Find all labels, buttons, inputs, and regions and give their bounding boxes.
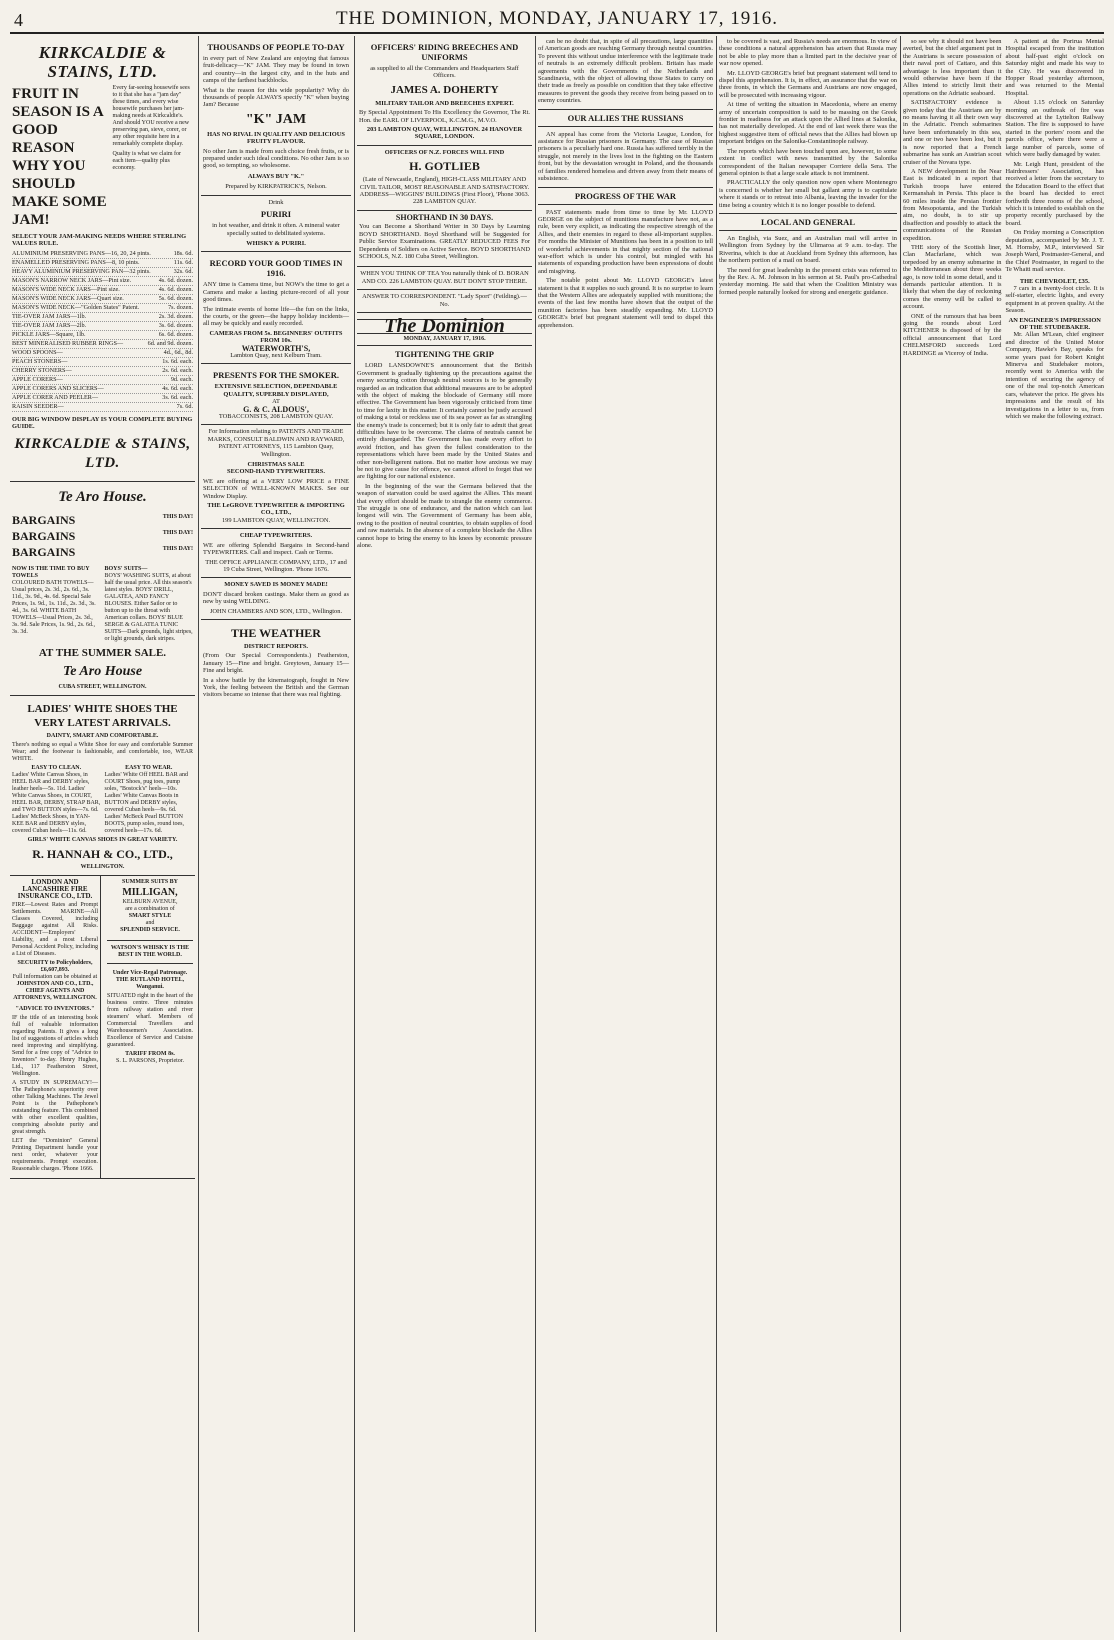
- shoes-right: Ladies' White Off HEEL BAR and COURT Shoes, pug toes, pump soles, "Bostock's" heels—10s. Ladies' White Canvas Boots in BUTTON and DERBY styles, covered Cuban heels—9s. 6d. Ladies' McBeck Pearl BUTTON BOOTS, pump soles, round toes, covered heels—17s. 6d.: [104, 771, 188, 834]
- local-text-2: The need for great leadership in the present crisis was referred to by the Rev. A. M. Johnson in his sermon at St. Paul's pro-Cathedral yesterday morning. He said that when the Coalition Ministry was formed people naturally looked for strong and energetic guidance.: [719, 266, 897, 296]
- price-list-row: [12, 268, 193, 277]
- column-rule: [900, 36, 901, 1632]
- newspaper-title: THE DOMINION, MONDAY, JANUARY 17, 1916.: [335, 8, 779, 29]
- puriri-title: PURIRI: [260, 209, 292, 220]
- price-list-row: [12, 403, 193, 412]
- weather-sub: DISTRICT REPORTS.: [244, 642, 308, 650]
- price-list-item-price: 32s. 6d.: [173, 267, 193, 275]
- security-line: SECURITY to Policyholders, £6,607,893.: [17, 959, 93, 973]
- legrove-name: THE LeGROVE TYPEWRITER & IMPORTING CO., LTD.,: [207, 502, 345, 517]
- this-day-1: THIS DAY!: [162, 513, 193, 520]
- col5-text-mid-3: The reports which have been touched upon are, however, to some extent in conflict with news transmitted by the Salonika correspondent of the Italian newspaper Corriere della Sera. The general opinion is that a large scale attack is not imminent.: [719, 147, 897, 177]
- smoker-heading: PRESENTS FOR THE SMOKER.: [213, 370, 339, 381]
- column-rule: [535, 36, 536, 1632]
- col6-text-mid-3: THE story of the Scottish liner, Clan Macfarlane, which was torpedoed by an enemy submarine in the Mediterranean about three weeks ago, is now told in some detail, and it demands particular attention. It is likely that when the day of reckoning comes the enemy will be called to account.: [903, 243, 1002, 311]
- price-list-item-name: APPLE CORERS AND SLICERS—: [12, 384, 104, 392]
- progress-heading: PROGRESS OF THE WAR: [574, 190, 677, 201]
- shoes-left: Ladies' White Canvas Shoes, in HEEL BAR and DERBY styles, leather heels—5s. 11d. Ladies' White Canvas Shoes, in COURT, HEEL BAR, DERBY, STRAP BAR, and TWO BUTTON styles—7s. 6d. Ladies' McBeck Shoes, in YAN-KEE BAR and DERBY styles, covered Cuban heels—11s. 6d.: [12, 771, 101, 834]
- price-list-item-price: 11s. 6d.: [173, 258, 193, 266]
- shoes-heading: LADIES' WHITE SHOES THE VERY LATEST ARRIVALS.: [27, 702, 178, 729]
- progress-text: PAST statements made from time to time by Mr. LLOYD GEORGE on the subject of munitions manufacture have not, as a rule, been very explicit, as indicating the respective strength of the Allies, and their enemies in regard to these all-important supplies. For months the Minister of Munitions has been in a position to tell of wonderful achievements in that mighty section of the national war-effort which is under his control, but mingled with his statements of expanding production have been expressions of doubt and misgiving.: [538, 208, 713, 275]
- price-list-item-name: TIE-OVER JAM JARS—2lb.: [12, 321, 87, 329]
- price-list-item-price: 7s. dozen.: [168, 303, 193, 311]
- column-6: [903, 36, 1104, 1632]
- price-list-row: [12, 349, 193, 358]
- always-buy: ALWAYS BUY "K.": [247, 172, 305, 180]
- thousands-heading: THOUSANDS OF PEOPLE TO-DAY: [207, 42, 345, 52]
- price-list-item-name: PICKLE JARS—Square, 1lb.: [12, 330, 86, 338]
- inventors-text: IF the title of an interesting book full of valuable information regarding Patents. It gives a long list of suggestions of articles which need improving and simplifying. Send for a free copy of "Advice to Inventors" to-day. Henry Hughes, Ltd., 117 Featherston Street, Wellington.: [12, 1014, 98, 1077]
- waterworth-name: WATERWORTH'S,: [241, 343, 311, 353]
- price-list-item-name: HEAVY ALUMINIUM PRESERVING PAN—32 pints.: [12, 267, 151, 275]
- column-3: [357, 36, 532, 1632]
- price-list-item-name: BEST MINERALISED RUBBER RINGS—: [12, 339, 124, 347]
- col6-right-text-3: Mr. Leigh Hunt, president of the Hairdressers' Association, has received a letter from the secretary to the Education Board to the effect that the board has decided to erect forthwith three rooms of the school, which it is intended to establish on the property recently purchased by the board.: [1005, 160, 1104, 227]
- record-heading: RECORD YOUR GOOD TIMES IN 1916.: [209, 258, 343, 279]
- and-word: and: [145, 919, 155, 926]
- parsons-line: S. L. PARSONS, Proprietor.: [116, 1057, 184, 1064]
- towels-heading: NOW IS THE TIME TO BUY TOWELS: [12, 565, 90, 579]
- price-list-item-price: 4s. 6d. dozen.: [158, 276, 193, 284]
- kelburn-line: KELBURN AVENUE,: [122, 898, 178, 905]
- suits-heading: BOYS' SUITS—: [104, 565, 148, 572]
- chevrolet-heading: THE CHEVROLET, £35.: [1019, 277, 1090, 285]
- reason-text: What is the reason for this wide popularity? Why do thousands of people ALWAYS specify "K" when buying Jam? Because: [203, 86, 349, 109]
- shoes-intro: There's nothing so equal a White Shoe for easy and comfortable Summer Wear; and the footwear is fashionable, and comfortable, too, WEAR WHITE.: [12, 741, 193, 762]
- offering-text: WE are offering at a VERY LOW PRICE a FINE SELECTION of WELL-KNOWN MAKES. See our Window Display.: [203, 477, 349, 500]
- fruit-blurb: Every far-seeing housewife sees to it that she has a "jam day" these times, and every wise housewife purchases her jam-making needs at Kirkcaldie's. And should YOU receive a new preserving pan, sieve, corer, or any other requisite here in a remarkably complete display.: [112, 85, 190, 147]
- cuba-street: CUBA STREET, WELLINGTON.: [58, 683, 147, 690]
- window-note: OUR BIG WINDOW DISPLAY IS YOUR COMPLETE BUYING GUIDE.: [12, 415, 193, 431]
- doherty-name: JAMES A. DOHERTY: [390, 83, 499, 96]
- discard-text: DON'T discard broken castings. Make them as good as new by using WELDING.: [203, 590, 349, 606]
- summer-suits: SUMMER SUITS BY: [121, 878, 178, 885]
- price-list-item-price: 6s. 6d. dozen.: [158, 330, 193, 338]
- price-list-row: [12, 358, 193, 367]
- weather-heading: THE WEATHER: [231, 625, 321, 640]
- summer-sale: AT THE SUMMER SALE.: [38, 646, 167, 659]
- col6-text-mid-2: A NEW development in the Near East is indicated in a report that Turkish troops have entered Kermanshah in Persia. This place is 60 miles inside the Persian frontier from Mesopotamia, and the Turkish aim, no doubt, is to stir up disaffection and possibly to attack the communications of the Russian expedition.: [903, 167, 1002, 242]
- answer-text: ANSWER TO CORRESPONDENT. "Lady Sport" (Feilding).—No.: [362, 293, 527, 308]
- price-list-item-name: MASON'S WIDE NECK JARS—Quart size.: [12, 294, 124, 302]
- kirkcaldie-footer: KIRKCALDIE & STAINS, LTD.: [14, 435, 191, 471]
- column-1: [10, 36, 195, 1632]
- price-list-item-name: ALUMINIUM PRESERVING PANS—16, 20, 24 pints.: [12, 249, 151, 257]
- te-aro-title: Te Aro House.: [58, 488, 147, 505]
- dominion-date: MONDAY, JANUARY 17, 1916.: [357, 336, 532, 346]
- price-list-item-price: 2s. 3d. dozen.: [158, 312, 193, 320]
- cheap-typewriters: CHEAP TYPEWRITERS.: [239, 532, 313, 540]
- price-list-item-name: ENAMELLED PRESERVING PANS—8, 10 pints.: [12, 258, 140, 266]
- chambers-line: JOHN CHAMBERS AND SON, LTD., Wellington.: [209, 607, 343, 615]
- jam-items-list: [12, 250, 193, 412]
- page-number: 4: [14, 10, 23, 30]
- col6-text-top: so see why it should not have been averted, but the chief argument put in the Austrians is secure possession of their naval port of Cattaro, and this advantage is less important than it would otherwise have been if the Allies intend to strictly limit their operations on the Adriatic seaboard.: [903, 38, 1002, 97]
- patents-text: For Information relating to PATENTS AND TRADE MARKS, CONSULT BALDWIN AND RAYWARD, PATENT ATTORNEYS, 115 Lambton Quay, Wellington.: [207, 428, 345, 458]
- price-list-item-price: 3s. 6d. each.: [162, 393, 193, 401]
- price-list-item-price: 4d., 6d., 8d.: [163, 348, 193, 356]
- money-saved: MONEY SAVED IS MONEY MADE!: [224, 581, 328, 589]
- no-other-text: No other Jam is made from such choice fresh fruits, or is prepared under such ideal conditions. No other Jam is so good, so tempting, so wholesome.: [203, 147, 349, 170]
- column-rule: [198, 36, 199, 1632]
- k-jam-title: "K" JAM: [245, 111, 307, 127]
- price-list-row: [12, 394, 193, 403]
- local-text: An English, via Suez, and an Australian mail will arrive in Wellington from Sydney by the Ulimaroa at 9 a.m. to-day. The Riverina, which is due at Auckland from Sydney this afternoon, has the northern portion of a mail on board.: [719, 234, 897, 265]
- price-list-item-price: 2s. 6d. each.: [162, 366, 193, 374]
- officers-heading: OFFICERS' RIDING BREECHES AND UNIFORMS: [370, 42, 519, 62]
- price-list-row: [12, 376, 193, 385]
- tobacconists-line: TOBACCONISTS, 208 LAMBTON QUAY.: [218, 413, 334, 420]
- combination-line: are a combination of: [125, 905, 175, 912]
- col5-text-mid-4: PRACTICALLY the only question now open where Montenegro is concerned is whether her small but gallant army is to capitulate where it stands or to retreat into Albania, leaving the invader for the time being a country which it is no longer possible to defend.: [719, 179, 897, 209]
- office-appliance: THE OFFICE APPLIANCE COMPANY, LTD., 17 and 19 Cuba Street, Wellington. 'Phone 1676.: [205, 558, 347, 573]
- price-list-item-name: CHERRY STONERS—: [12, 366, 72, 374]
- hannah-wellington: WELLINGTON.: [80, 863, 125, 870]
- easy-wear: EASY TO WEAR.: [125, 764, 173, 771]
- column-5: [719, 36, 897, 1632]
- thousands-text: in every part of New Zealand are enjoying that famous fruit-delicacy—"K" JAM. They may be found in town and country—in the largest city, and in the huts and camps of the farthest backblocks.: [203, 55, 349, 85]
- col6-right-text: A patient at the Porirua Mental Hospital escaped from the institution about half-past eight o'clock on Saturday night and made his way to the City. He was discovered in Hopper Road yesterday afternoon, and was returned to the Mental Hospital.: [1005, 38, 1104, 97]
- officers-text: as supplied to all the Commanders and Headquarters Staff Officers.: [370, 65, 519, 80]
- price-list-row: [12, 286, 193, 295]
- easy-clean: EASY TO CLEAN.: [31, 764, 82, 771]
- shorthand-heading: SHORTHAND IN 30 DAYS.: [395, 212, 494, 222]
- grip-text: LORD LANSDOWNE'S announcement that the British Government is gradually tightening up the precautions against the enemy securing cotton through neutral sources is to be generally regarded as an indication that additional measures are to be adopted with the object of making the blockade of Germany still more effective. The Government has been vigorously criticised from time to time for laxity in this matter. It certainly cannot be justly accused of making a total or reckless use of its sea power as far as strangling the enemy's trade is concerned; but it is only fair to admit that great difficulties have to be overcome. The claims of neutrals cannot be entirely disregarded. The Government has made every effort to avoid friction, and has given the fullest consideration to the representations which have been made by the United States and other non-belligerent nations. But no matter how anxious we may be not to give cause for offence, we cannot afford to forget that we are fighting for our national existence.: [357, 362, 532, 481]
- price-list-row: [12, 259, 193, 268]
- printing-note: LET the "Dominion" General Printing Department handle your next order, whatever your requirements. Prompt execution. Reasonable charges. 'Phone 1666.: [12, 1137, 98, 1172]
- hotel-heading: Under Vice-Regal Patronage. THE RUTLAND HOTEL, Wanganui.: [112, 969, 188, 990]
- smoker-text: EXTENSIVE SELECTION, DEPENDABLE QUALITY, SUPERBLY DISPLAYED,: [214, 383, 338, 398]
- gotlieb-address: ADDRESS—WIGGINS' BUILDINGS (First Floor), 'Phone 3063. 228 LAMBTON QUAY.: [359, 191, 530, 206]
- price-list-row: [12, 367, 193, 376]
- price-list-row: [12, 322, 193, 331]
- record-text-2: The intimate events of home life—the fun on the links, the courts, or the green—the happy holiday incidents—all may be quickly and easily recorded.: [203, 305, 349, 328]
- column-rule: [354, 36, 355, 1632]
- select-heading: SELECT YOUR JAM-MAKING NEEDS WHERE STERLING VALUES RULE.: [12, 233, 187, 248]
- price-list-item-name: APPLE CORERS—: [12, 375, 63, 383]
- shoes-sub: DAINTY, SMART AND COMFORTABLE.: [46, 732, 159, 739]
- price-list-row: [12, 277, 193, 286]
- gotlieb-heading: OFFICERS OF N.Z. FORCES WILL FIND: [384, 148, 505, 156]
- col5-text-top: to be covered is vast, and Russia's needs are enormous. In view of these conditions a natural apprehension has arisen that Russia may not be able to play more than a limited part in the decisive year of war now opened.: [719, 38, 897, 68]
- whisky-puriri: WHISKY & PURIRI.: [246, 239, 306, 247]
- col6-text-mid-4: ONE of the rumours that has been going the rounds about Lord KITCHENER is disposed of by the official announcement that Lord CHELMSFORD succeeds Lord HARDINGE as Viceroy of India.: [903, 312, 1002, 357]
- bargains-2: BARGAINS: [12, 528, 76, 543]
- local-heading: LOCAL AND GENERAL: [761, 216, 855, 227]
- christmas-sale: CHRISTMAS SALE: [247, 461, 305, 469]
- dominion-masthead: The Dominion: [357, 319, 532, 334]
- price-list-item-name: MASON'S WIDE NECK JARS—Pint size.: [12, 285, 120, 293]
- suits-text: BOYS' WASHING SUITS, at about half the usual price. All this season's latest styles. BOYS' DRILL, GALATEA, AND FANCY BLOUSES. Either Sailor or to button up to the throat with American collars. BOYS' BLUE SERGE & GALATEA TUNIC SUITS—Dark grounds, light stripes, or light grounds, dark stripes.: [104, 572, 193, 642]
- weather-text-2: In a show battle by the kinematograph, fought in New York, the feeling between the British and the German visitors became so intense that there was real fighting.: [203, 676, 349, 699]
- allies-heading: OUR ALLIES THE RUSSIANS: [567, 112, 684, 123]
- price-list-item-price: 7s. 6d.: [176, 402, 193, 410]
- column-2: [201, 36, 351, 1632]
- fruit-headline: FRUIT IN SEASON IS A GOOD REASON WHY YOU SHOULD MAKE SOME JAM!: [12, 86, 107, 228]
- col5-text-mid-2: At time of writing the situation in Macedonia, where an enemy army of uncertain composition is said to be massing on the Greek frontier in readiness for an attack upon the Allied lines at Salonika, has not materially developed. At the end of last week there was the highest suggestive item of official news that the Allies had blown up important bridges on the Salonika-Constantinople railway.: [719, 101, 897, 146]
- kirkcaldie-title: KIRKCALDIE & STAINS, LTD.: [38, 43, 167, 81]
- chevrolet-text: 7 cars in a twenty-foot circle. It is self-starter, electric lights, and every equipment in at proven quality. At the Season.: [1005, 285, 1104, 315]
- hannah-name: R. HANNAH & CO., LTD.,: [32, 846, 173, 861]
- price-list-item-name: TIE-OVER JAM JARS—1lb.: [12, 312, 87, 320]
- smoker-at: AT: [272, 398, 280, 406]
- te-aro-title-2: Te Aro House: [62, 663, 143, 679]
- price-list-item-name: PEACH STONERS—: [12, 357, 68, 365]
- waterworth-address: Lambton Quay, next Kelburn Tram.: [230, 351, 322, 359]
- doherty-address: 203 LAMBTON QUAY, WELLINGTON. 24 HANOVER SQUARE, LONDON.: [366, 126, 523, 141]
- masthead: [10, 6, 1104, 34]
- gotlieb-sub: (Late of Newcastle, England), HIGH-CLASS MILITARY AND CIVIL TAILOR, MOST REASONABLE AND SATISFACTORY.: [359, 176, 530, 191]
- price-list-item-name: MASON'S NARROW NECK JARS—Pint size.: [12, 276, 132, 284]
- splendid-service: SPLENDID SERVICE.: [120, 926, 180, 933]
- bargains-3: BARGAINS: [12, 544, 76, 559]
- no-rival: HAS NO RIVAL IN QUALITY AND DELICIOUS FRUITY FLAVOUR.: [207, 130, 345, 146]
- aldous-name: G. & C. ALDOUS',: [243, 404, 309, 414]
- allies-text: AN appeal has come from the Victoria League, London, for assistance for Russian prisoners in Germany. The case of Russian prisoners is a peculiarly hard one. Russia has suffered terribly in the struggle, not merely in the lives lost in the fighting on the Eastern front, but by the devastation wrought in Poland, and the thousands of families rendered homeless and driven away from their means of subsistence.: [538, 130, 713, 183]
- grip-heading: TIGHTENING THE GRIP: [394, 349, 495, 360]
- column-4: [538, 36, 713, 1632]
- agents-line: JOHNSTON AND CO., LTD., CHIEF AGENTS AND ATTORNEYS, WELLINGTON.: [13, 980, 97, 1001]
- engineer-heading: AN ENGINEER'S IMPRESSION OF THE STUDEBAKER.: [1008, 316, 1101, 332]
- price-list-item-price: 18s. 6d.: [173, 249, 193, 257]
- drink-label: Drink: [268, 198, 284, 206]
- col6-right-text-4: On Friday morning a Conscription deputation, accompanied by Mr. J. T. M. Hornsby, M.P., interviewed Sir Joseph Ward, Postmaster-General, and the Chief Postmaster, in regard to the Te Whaiti mail service.: [1005, 229, 1104, 274]
- price-list-item-price: 4s. 6d. dozen.: [158, 285, 193, 293]
- tariff-line: TARIFF FROM 8s.: [125, 1050, 175, 1057]
- prepared-by: Prepared by KIRKPATRICK'S, Nelson.: [225, 183, 327, 191]
- price-list-row: [12, 250, 193, 259]
- price-list-item-price: 1s. 6d. each.: [162, 357, 193, 365]
- puriri-text: in hot weather, and drink it often. A mineral water specially suited to debilitated systems.: [212, 222, 340, 237]
- price-list-item-price: 4s. 6d. each.: [162, 384, 193, 392]
- col5-text-mid: Mr. LLOYD GEORGE's brief but pregnant statement will tend to dispel this apprehension. It is, in effect, an assurance that the war on three fronts, in which the Germans and Austrians are now engaged, will be prosecuted with increasing vigour.: [719, 69, 897, 99]
- price-list-item-name: APPLE CORER AND PEELER—: [12, 393, 99, 401]
- milligan-name: MILLIGAN,: [122, 886, 178, 898]
- price-list-row: [12, 331, 193, 340]
- col6-right-text-2: About 1.15 o'clock on Saturday morning an outbreak of fire was discovered at the Lyttelton Railway Station. The fire is supposed to have started in the porters' room and the parcels office, where there were a large number of parcels, some of which were badly damaged by water.: [1005, 99, 1104, 159]
- insurance-title: LONDON AND LANCASHIRE FIRE INSURANCE CO., LTD.: [17, 877, 93, 900]
- price-list-item-price: 5s. 6d. dozen.: [158, 294, 193, 302]
- hotel-text: SITUATED right in the heart of the business centre. Three minutes from railway station and river steamers' wharf. Members of Commercial Travellers and Warehousemen's Association. Excellence of Service and Cuisine guaranteed.: [107, 992, 193, 1048]
- bargains-1: BARGAINS: [12, 512, 76, 527]
- grip-text-2: In the beginning of the war the Germans believed that the weapon of starvation could be used against the Allies. This meant that every effort should be made to strangle the enemy commerce. The struggle is one of endurance, and the nation which can last longest will win. The Government of Germany has been able, owing to the position of neutral countries, to obtain supplies of food and raw materials. In the absence of a complete blockade the Allies cannot hope to bring the enemy to his knees by economic pressure alone.: [357, 482, 532, 550]
- price-list-item-name: WOOD SPOONS—: [12, 348, 63, 356]
- col6-text-mid: SATISFACTORY evidence is given today that the Austrians are by no means having it all their own way in the Adriatic. French submarines have been unfortunately in this sea, and one or two have been lost, but it is now reported that a French submarine has sunk an Austrian scout cruiser of the Novara type.: [903, 99, 1002, 166]
- price-list-row: [12, 295, 193, 304]
- shorthand-text: You can Become a Shorthand Writer in 30 Days by Learning BOYD SHORTHAND. Boyd Shorthand will be Suggested for Public Service Examinations. GREATLY REDUCED FEES For Dependents of Soldiers on Active Service. BOYD SHORTHAND SCHOOLS, N.Z. 180 Cuba Street, Wellington.: [359, 223, 530, 260]
- tea-text: WHEN YOU THINK OF TEA You naturally think of D. BORAN AND CO. 226 LAMBTON QUAY. BUT DON'T STOP THERE.: [360, 270, 529, 285]
- this-day-2: THIS DAY!: [162, 529, 193, 536]
- price-list-row: [12, 313, 193, 322]
- price-list-item-price: 9d. each.: [170, 375, 193, 383]
- gotlieb-name: H. GOTLIEB: [409, 159, 480, 174]
- towels-text: COLOURED BATH TOWELS—Usual prices, 2s. 3d., 2s. 6d., 3s. 11d., 3s. 9d., 4s. 6d. Special Sale Prices, 1s. 9d., 1s. 11d., 2s. 3d., 3s. 4d., 3s. 6d. WHITE BATH TOWELS—Usual Prices, 2s. 3d., 3s. 9d. Sale Prices, 1s. 9d., 2s. 6d., 3s. 3d.: [12, 579, 96, 635]
- price-list-item-price: 6d. and 9d. dozen.: [147, 339, 193, 347]
- secondhand-typewriters: SECOND-HAND TYPEWRITERS.: [227, 468, 325, 476]
- appointment-text: By Special Appointment To His Excellency the Governor, The Rt. Hon. the EARL OF LIVERPOOL, K.C.M.G., M.V.O.: [359, 109, 530, 124]
- watsons-whisky: WATSON'S WHISKY IS THE BEST IN THE WORLD.: [107, 940, 193, 964]
- insurance-text: FIRE—Lowest Rates and Prompt Settlements. MARINE—All Classes Covered, including Baggage against All Risks. ACCIDENT—Employers' Liability, and a most Liberal Personal Accident Policy, including a List of Diseases.: [12, 901, 98, 957]
- info-line: Full information can be obtained at: [12, 973, 98, 980]
- girls-line: GIRLS' WHITE CANVAS SHOES IN GREAT VARIETY.: [27, 836, 178, 843]
- progress-text-2: The notable point about Mr. LLOYD GEORGE's latest statement is that it supplies no such ground. It is no surprise to learn that the Western Allies are adequately supplied with munitions; the events of the last few months have shown that the output of the munition factories has been steadily expanding. Mr. LLOYD GEORGE's brief but pregnant statement will tend to dispel this apprehension.: [538, 277, 713, 329]
- splendid-text: WE are offering Splendid Bargains in Second-hand TYPEWRITERS. Call and inspect. Cash or Terms.: [203, 541, 349, 557]
- engineer-text: Mr. Allan M'Lean, chief engineer and director of the United Motor Company, Hawke's Bay, speaks for some years past for Robert Knight Minerva and Studebaker motors, recently went to America with the intention of securing the agency of one of the real top-notch American cars, whatever the price. He gives his impressions and the result of his investigations in a letter to us, from which we make the following extract.: [1005, 331, 1104, 420]
- this-day-3: THIS DAY!: [162, 545, 193, 552]
- record-text: ANY time is Camera time, but NOW's the time to get a Camera and make a lasting picture-record of all your good times.: [203, 281, 349, 304]
- pathephone-text: A STUDY IN SUPREMACY!—The Pathephone's superiority over other Talking Machines. The Jewel Point is the Pathephone's outstanding feature. This combined with other excellent qualities, comprising absolute purity and great strength.: [12, 1079, 98, 1135]
- doherty-sub: MILITARY TAILOR AND BREECHES EXPERT.: [375, 99, 514, 107]
- smart-style: SMART STYLE: [128, 912, 172, 919]
- price-list-row: [12, 340, 193, 349]
- price-list-item-name: RAISIN SEEDER—: [12, 402, 64, 410]
- quality-line: Quality is what we claim for each item—quality plus economy.: [112, 151, 182, 171]
- price-list-item-price: 3s. 6d. dozen.: [158, 321, 193, 329]
- price-list-row: [12, 304, 193, 313]
- weather-text: (From Our Special Correspondents.) Featherston, January 15—Fine and bright. Greytown, January 15—Fine and bright.: [203, 652, 349, 675]
- inventors-heading: "ADVICE TO INVENTORS.": [15, 1005, 95, 1012]
- legrove-address: 199 LAMBTON QUAY, WELLINGTON.: [221, 516, 331, 524]
- col4-text-top: can be no doubt that, in spite of all precautions, large quantities of American goods are reaching Germany through neutral countries. To prevent this without undue interference with the legitimate trade of neutrals is an extremely difficult problem. Britain has made agreements with the Governments of the Netherlands and Scandinavia, with the object of allowing those States to carry on their trade as freely as possible on condition that they take effective measures to prevent the goods they receive from being passed on to enemy countries.: [538, 38, 713, 105]
- cameras-line: CAMERAS FROM 5s. BEGINNERS' OUTFITS FROM 10s.: [209, 329, 343, 345]
- price-list-item-name: MASON'S WIDE NECK—"Golden States" Patent.: [12, 303, 140, 311]
- column-rule: [716, 36, 717, 1632]
- price-list-row: [12, 385, 193, 394]
